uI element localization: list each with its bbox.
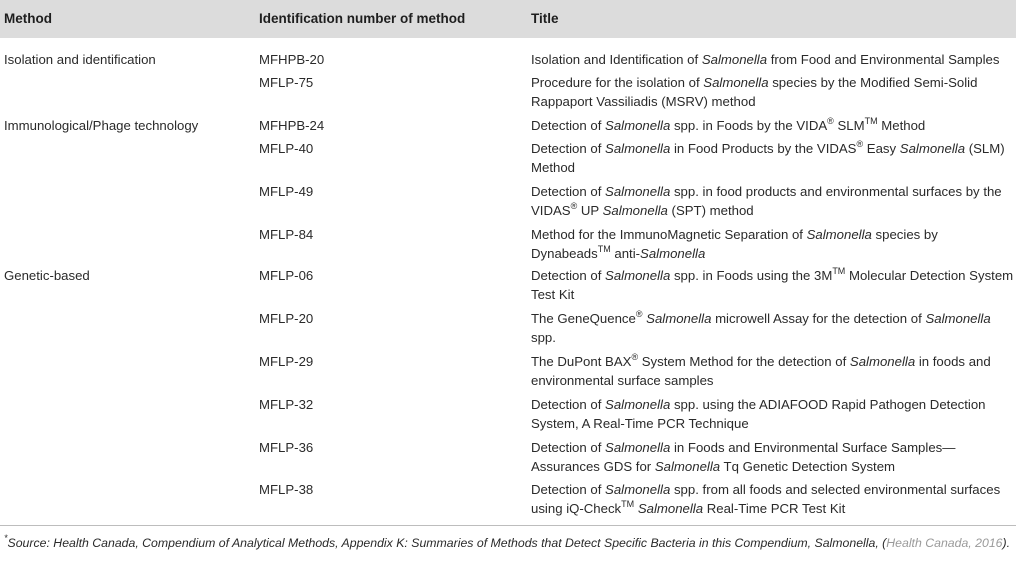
row-title xyxy=(531,438,1015,476)
title-text: The GeneQuence xyxy=(531,311,636,326)
row-id-number: MFHPB-20 xyxy=(259,52,325,67)
table-footnote xyxy=(4,534,1010,552)
title-italic-text: Salmonella xyxy=(646,311,712,326)
title-text: Detection of xyxy=(531,118,606,133)
title-italic-text: Salmonella xyxy=(605,184,671,199)
title-text: Procedure for the isolation of xyxy=(531,75,704,90)
title-italic-text: Salmonella xyxy=(602,203,668,218)
row-method: Genetic-based xyxy=(4,268,90,283)
title-text: UP xyxy=(577,203,603,218)
title-text: Molecular Detection System Test Kit xyxy=(531,268,1014,302)
header-id-number: Identification number of method xyxy=(259,11,466,26)
title-text: Isolation and Identification of xyxy=(531,52,702,67)
title-text: System Method for the detection of xyxy=(638,354,850,369)
title-italic-text: Salmonella xyxy=(605,118,671,133)
row-title xyxy=(531,225,1015,263)
title-text: Detection of xyxy=(531,397,606,412)
row-id-number: MFLP-75 xyxy=(259,75,314,90)
row-title xyxy=(531,139,1015,177)
title-text: SLM xyxy=(833,118,865,133)
header-title: Title xyxy=(531,11,559,26)
table-bottom-rule xyxy=(0,525,1016,526)
title-italic-text: Salmonella xyxy=(849,354,916,369)
title-superscript: ® xyxy=(631,352,639,362)
row-id-number: MFLP-32 xyxy=(259,397,314,412)
header-method: Method xyxy=(4,11,52,26)
title-text: Tq Genetic Detection System xyxy=(720,459,896,474)
row-id-number: MFLP-36 xyxy=(259,440,314,455)
footnote-marker: * xyxy=(4,533,8,543)
title-text: spp. in Foods using the 3M xyxy=(670,268,833,283)
title-text: Method for the ImmunoMagnetic Separation of xyxy=(531,227,807,242)
footnote-text: Source: Health Canada, Compendium of Analytical Methods, Appendix K: Summaries of Methods that Detect Specific Bacteria in this Compendium, Salmonella, ( xyxy=(7,536,887,550)
row-method: Immunological/Phage technology xyxy=(4,118,199,133)
row-title xyxy=(531,73,1015,111)
title-italic-text: Salmonella xyxy=(605,268,671,283)
title-text: spp. from all foods and selected environmental surfaces using iQ-Check xyxy=(531,482,1001,516)
title-text: The DuPont BAX xyxy=(531,354,632,369)
title-text: spp. in Foods by the VIDA xyxy=(670,118,828,133)
title-text: from Food and Environmental Samples xyxy=(767,52,1000,67)
title-text: Detection of xyxy=(531,440,606,455)
title-italic-text: Salmonella xyxy=(899,141,966,156)
title-text: spp. in food products and environmental surfaces by the VIDAS xyxy=(531,184,1002,218)
title-text: Real-Time PCR Test Kit xyxy=(703,501,846,516)
title-text: Detection of xyxy=(531,268,606,283)
title-italic-text: Salmonella xyxy=(605,440,671,455)
row-id-number: MFLP-84 xyxy=(259,227,314,242)
title-text: microwell Assay for the detection of xyxy=(711,311,926,326)
title-superscript: TM xyxy=(597,244,611,254)
title-superscript: ® xyxy=(570,201,578,211)
title-text: Detection of xyxy=(531,141,606,156)
row-title xyxy=(531,309,1015,347)
row-title xyxy=(531,395,1015,433)
title-text: in Food Products by the VIDAS xyxy=(670,141,857,156)
title-superscript: ® xyxy=(827,116,834,126)
title-italic-text: Salmonella xyxy=(703,75,769,90)
title-superscript: ® xyxy=(856,139,864,149)
row-id-number: MFLP-29 xyxy=(259,354,314,369)
row-id-number: MFLP-06 xyxy=(259,268,314,283)
table-header xyxy=(0,0,1016,38)
title-text: (SLM) Method xyxy=(531,141,1005,175)
title-italic-text: Salmonella xyxy=(640,246,706,261)
title-text: species by Dynabeads xyxy=(531,227,938,261)
title-text: Detection of xyxy=(531,184,606,199)
title-superscript: TM xyxy=(832,266,846,276)
title-italic-text: Salmonella xyxy=(637,501,704,516)
title-italic-text: Salmonella xyxy=(654,459,721,474)
title-text: anti- xyxy=(610,246,641,261)
row-title xyxy=(531,50,1015,69)
title-text: (SPT) method xyxy=(667,203,754,218)
title-text: Easy xyxy=(863,141,900,156)
title-italic-text: Salmonella xyxy=(605,482,671,497)
row-title xyxy=(531,480,1015,518)
title-text: spp. xyxy=(531,330,556,345)
title-superscript: TM xyxy=(864,116,878,126)
row-title xyxy=(531,182,1015,220)
title-italic-text: Salmonella xyxy=(605,141,671,156)
row-id-number: MFLP-49 xyxy=(259,184,314,199)
footnote-reference-link[interactable]: Health Canada, 2016 xyxy=(886,536,1003,550)
title-italic-text: Salmonella xyxy=(806,227,872,242)
title-text: Detection of xyxy=(531,482,606,497)
row-id-number: MFLP-20 xyxy=(259,311,314,326)
title-text: Method xyxy=(877,118,926,133)
title-italic-text: Salmonella xyxy=(701,52,768,67)
title-text: species by the Modified Semi-Solid Rappaport Vassiliadis (MSRV) method xyxy=(531,75,978,109)
row-title xyxy=(531,352,1015,390)
row-title xyxy=(531,266,1015,304)
title-text: in foods and environmental surface samples xyxy=(531,354,991,388)
title-superscript: ® xyxy=(635,309,643,319)
title-italic-text: Salmonella xyxy=(605,397,671,412)
title-text: spp. using the ADIAFOOD Rapid Pathogen Detection System, A Real-Time PCR Technique xyxy=(531,397,986,431)
footnote-end: ). xyxy=(1002,536,1011,550)
row-title xyxy=(531,116,1015,135)
row-method: Isolation and identification xyxy=(4,52,156,67)
title-text: in Foods and Environmental Surface Samples—Assurances GDS for xyxy=(531,440,956,474)
title-superscript: TM xyxy=(621,499,635,509)
row-id-number: MFLP-40 xyxy=(259,141,314,156)
row-id-number: MFLP-38 xyxy=(259,482,314,497)
row-id-number: MFHPB-24 xyxy=(259,118,325,133)
title-italic-text: Salmonella xyxy=(925,311,991,326)
